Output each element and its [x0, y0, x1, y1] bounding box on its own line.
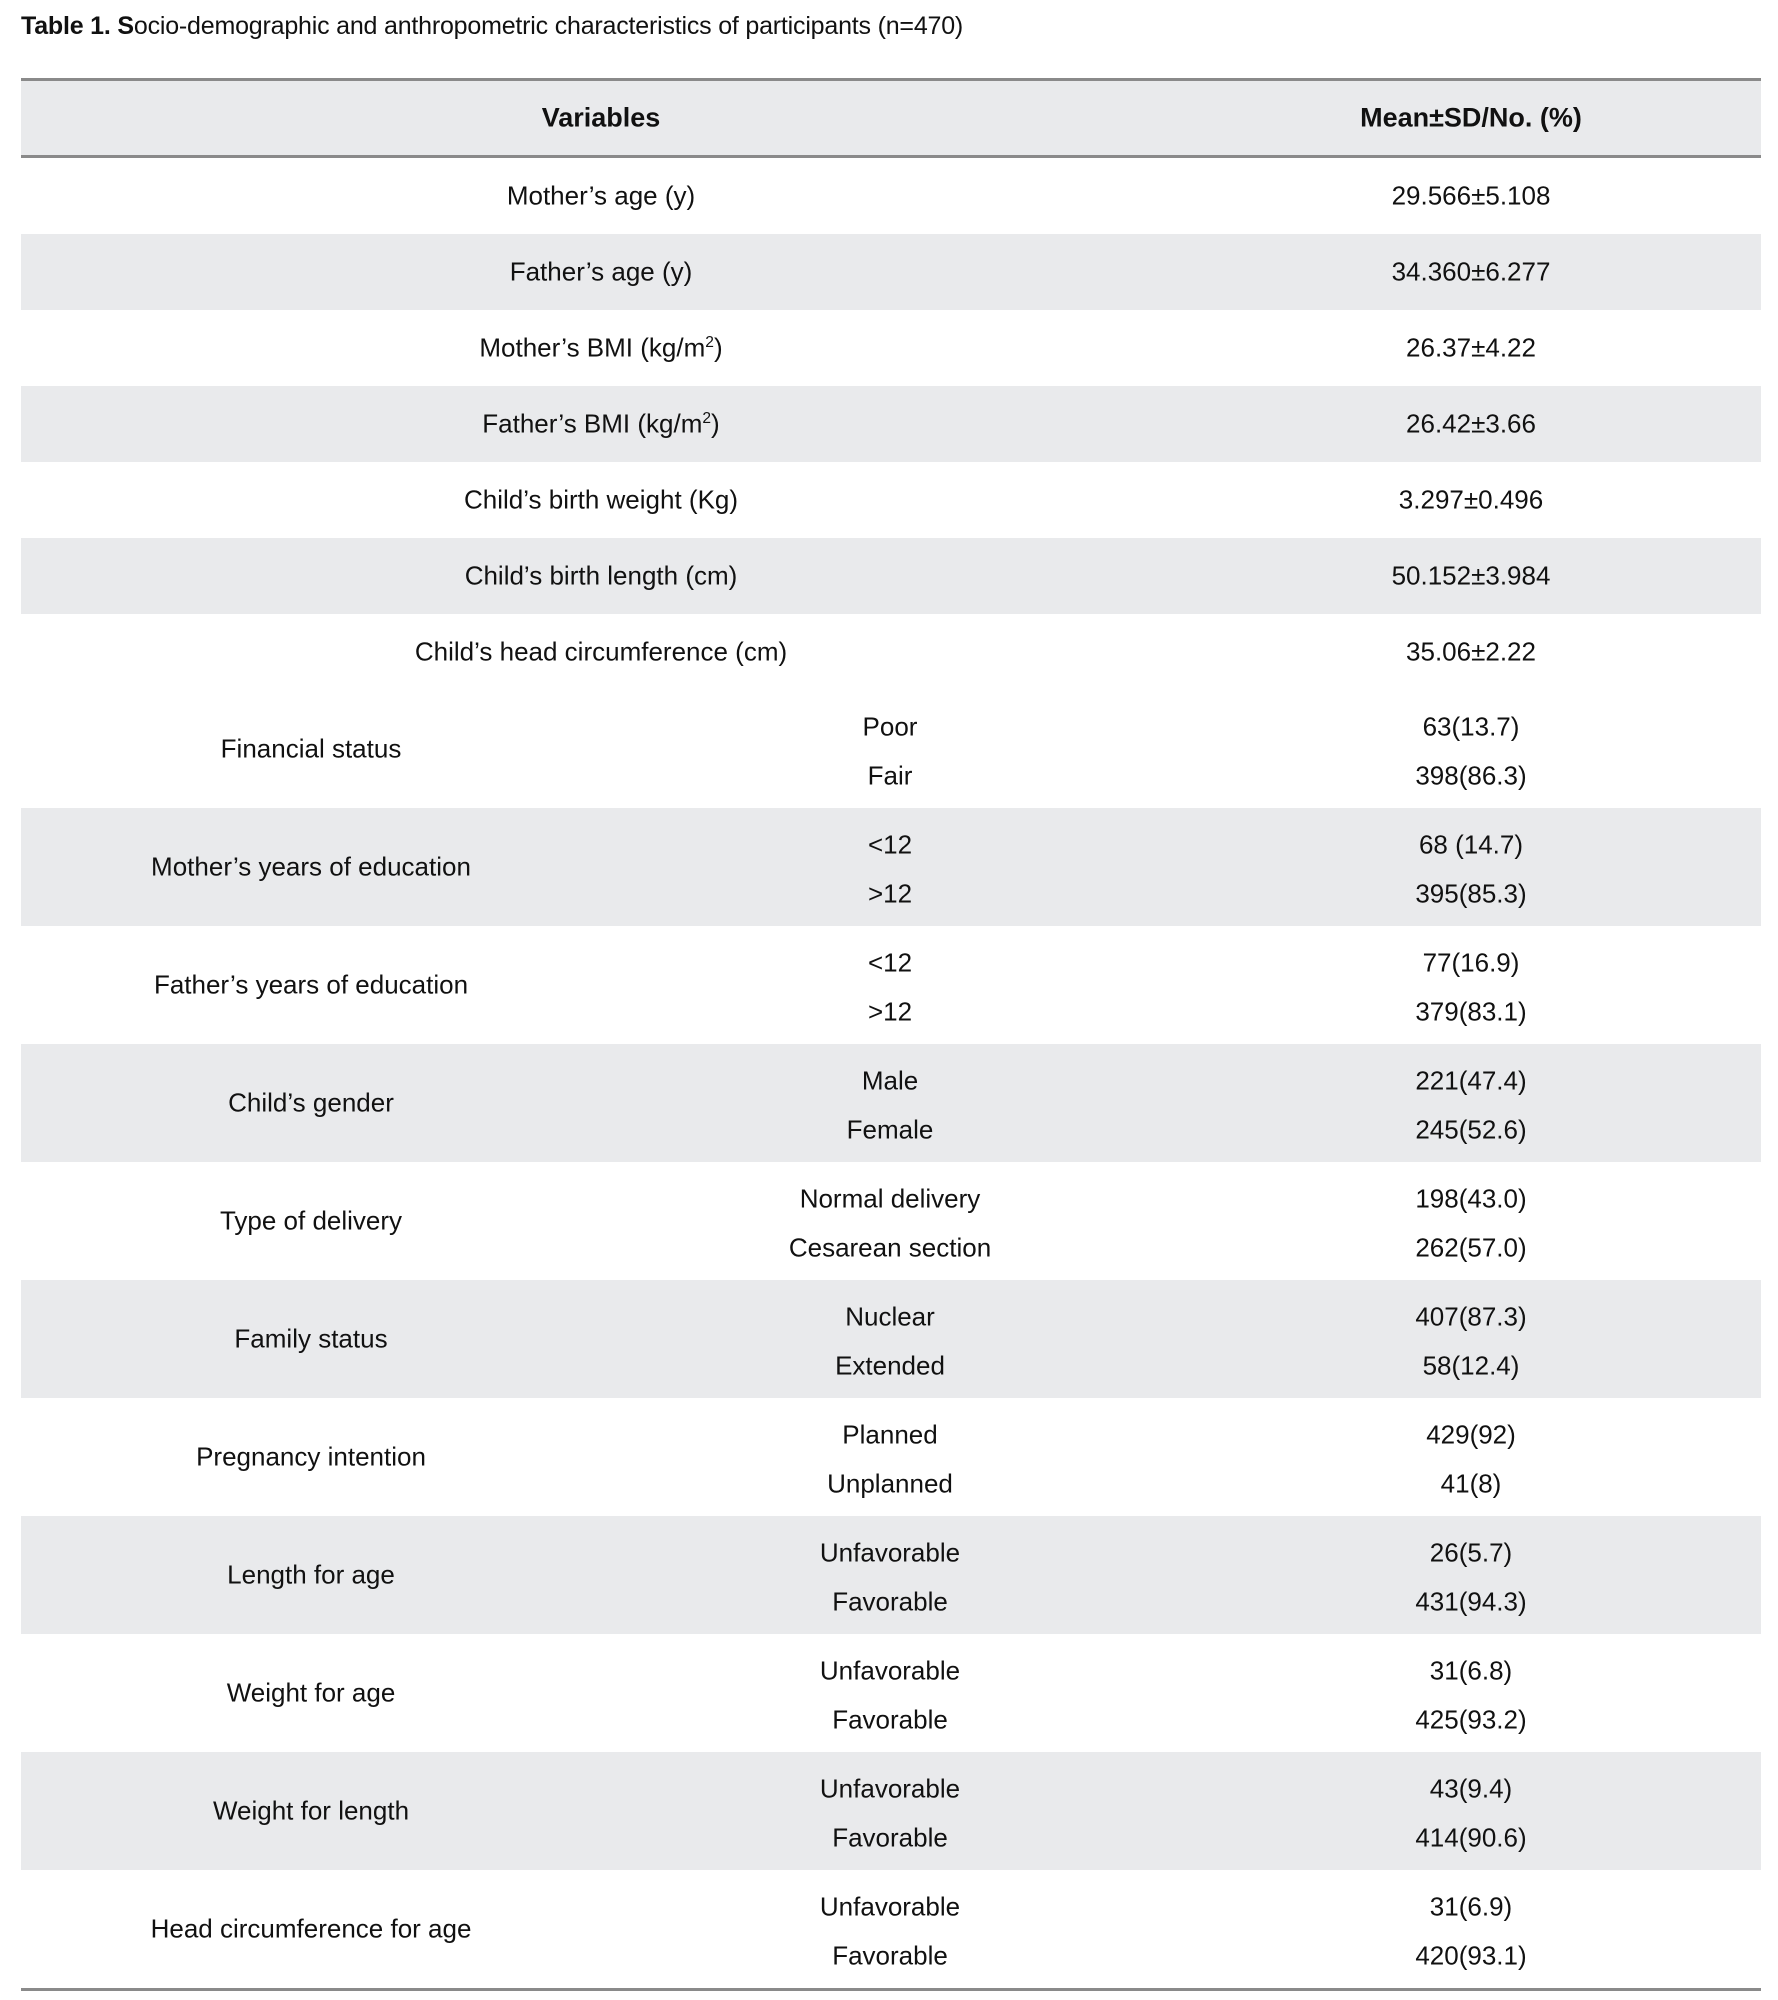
caption-text: ocio-demographic and anthropometric characteristics of participants (n=470) — [133, 12, 964, 40]
header-value: Mean±SD/No. (%) — [1360, 102, 1582, 133]
category-label: Planned — [842, 1419, 938, 1450]
category-label: <12 — [867, 947, 913, 978]
row-value: 26.37±4.22 — [1406, 332, 1536, 363]
table-row-group — [21, 1398, 1761, 1516]
caption-initial: S — [117, 12, 134, 40]
category-label: Fair — [867, 760, 913, 791]
category-value: 221(47.4) — [1415, 1065, 1527, 1096]
category-value: 31(6.9) — [1429, 1891, 1513, 1922]
group-label: Father’s years of education — [153, 969, 469, 1000]
row-value: 35.06±2.22 — [1406, 636, 1536, 667]
table-row — [21, 234, 1761, 310]
category-value: 379(83.1) — [1415, 996, 1527, 1027]
category-label: >12 — [867, 996, 913, 1027]
table-bottom-rule — [21, 1988, 1761, 1991]
category-value: 407(87.3) — [1415, 1301, 1527, 1332]
category-label: Unfavorable — [819, 1655, 961, 1686]
row-label: Father’s age (y) — [509, 256, 693, 287]
table-row-group — [21, 690, 1761, 808]
category-value: 26(5.7) — [1429, 1537, 1513, 1568]
category-value: 245(52.6) — [1415, 1114, 1527, 1145]
group-label: Weight for length — [212, 1795, 410, 1826]
category-value: 58(12.4) — [1422, 1350, 1520, 1381]
header-variables: Variables — [541, 102, 661, 133]
category-label: Unplanned — [827, 1468, 953, 1499]
table-row-group — [21, 1634, 1761, 1752]
table-caption — [21, 12, 963, 41]
row-label: Child’s head circumference (cm) — [414, 636, 788, 667]
row-label: Child’s birth weight (Kg) — [463, 484, 739, 515]
category-value: 77(16.9) — [1422, 947, 1520, 978]
table-row — [21, 310, 1761, 386]
category-label: >12 — [867, 878, 913, 909]
category-label: Male — [861, 1065, 919, 1096]
row-label: Child’s birth length (cm) — [464, 560, 738, 591]
category-value: 262(57.0) — [1415, 1232, 1527, 1263]
category-label: Extended — [835, 1350, 945, 1381]
category-label: Cesarean section — [788, 1232, 992, 1263]
table-row-group — [21, 1870, 1761, 1988]
category-value: 398(86.3) — [1415, 760, 1527, 791]
group-label: Type of delivery — [219, 1205, 403, 1236]
category-value: 68 (14.7) — [1418, 829, 1524, 860]
category-value: 420(93.1) — [1415, 1940, 1527, 1971]
row-value: 26.42±3.66 — [1406, 408, 1536, 439]
table-row — [21, 614, 1761, 690]
table-row-group — [21, 1516, 1761, 1634]
table-row-group — [21, 808, 1761, 926]
category-label: Favorable — [832, 1704, 948, 1735]
category-label: Nuclear — [845, 1301, 935, 1332]
group-label: Head circumference for age — [150, 1913, 472, 1944]
category-value: 431(94.3) — [1415, 1586, 1527, 1617]
table-row-group — [21, 926, 1761, 1044]
category-value: 31(6.8) — [1429, 1655, 1513, 1686]
category-label: <12 — [867, 829, 913, 860]
table-row-group — [21, 1162, 1761, 1280]
characteristics-table — [21, 78, 1761, 1991]
category-value: 198(43.0) — [1415, 1183, 1527, 1214]
row-label: Mother’s BMI $(kg/m^2)$ — [479, 332, 723, 363]
table-row-group — [21, 1280, 1761, 1398]
group-label: Pregnancy intention — [196, 1441, 426, 1472]
category-value: 41(8) — [1440, 1468, 1502, 1499]
category-label: Normal delivery — [799, 1183, 981, 1214]
group-label: Weight for age — [226, 1677, 396, 1708]
row-label: Mother’s age (y) — [506, 180, 696, 211]
category-label: Unfavorable — [819, 1773, 961, 1804]
row-label: Father’s BMI $(kg/m^2)$ — [482, 408, 720, 439]
group-label: Length for age — [227, 1559, 395, 1590]
table-row-group — [21, 1752, 1761, 1870]
category-label: Unfavorable — [819, 1537, 961, 1568]
category-value: 395(85.3) — [1415, 878, 1527, 909]
category-label: Favorable — [832, 1822, 948, 1853]
group-label: Financial status — [220, 733, 402, 764]
category-label: Unfavorable — [819, 1891, 961, 1922]
table-row — [21, 158, 1761, 234]
table-row — [21, 386, 1761, 462]
table-row — [21, 538, 1761, 614]
group-label: Family status — [234, 1323, 388, 1354]
category-label: Female — [846, 1114, 934, 1145]
table-header — [21, 78, 1761, 158]
group-label: Child’s gender — [228, 1087, 394, 1118]
category-value: 414(90.6) — [1415, 1822, 1527, 1853]
category-value: 429(92) — [1426, 1419, 1516, 1450]
row-value: 29.566±5.108 — [1391, 180, 1551, 211]
category-value: 63(13.7) — [1422, 711, 1520, 742]
caption-label: Table 1. — [21, 12, 111, 40]
category-value: 425(93.2) — [1415, 1704, 1527, 1735]
category-label: Favorable — [832, 1586, 948, 1617]
table-row — [21, 462, 1761, 538]
row-value: 50.152±3.984 — [1391, 560, 1551, 591]
group-label: Mother’s years of education — [151, 851, 471, 882]
row-value: 3.297±0.496 — [1398, 484, 1544, 515]
category-value: 43(9.4) — [1429, 1773, 1513, 1804]
row-value: 34.360±6.277 — [1391, 256, 1551, 287]
table-row-group — [21, 1044, 1761, 1162]
category-label: Poor — [862, 711, 918, 742]
category-label: Favorable — [832, 1940, 948, 1971]
